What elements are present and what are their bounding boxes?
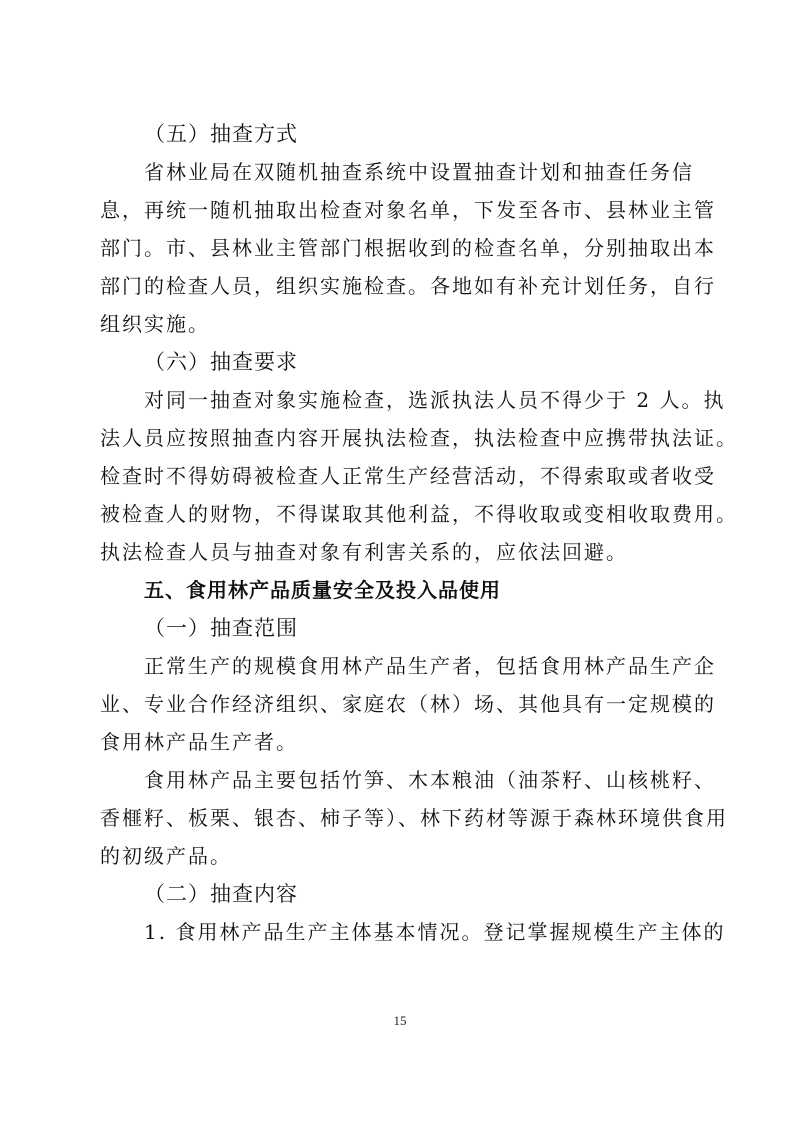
heading-sampling-method: （五）抽查方式 <box>144 122 298 146</box>
paragraph-line: 组织实施。 <box>100 312 210 336</box>
heading-sampling-scope: （一）抽查范围 <box>144 616 298 640</box>
paragraph-forest-products <box>100 765 728 871</box>
paragraph-line: 食用林产品生产者。 <box>100 730 298 754</box>
paragraph-line: 食用林产品主要包括竹笋、木本粮油（油茶籽、山核桃籽、 <box>144 768 716 792</box>
paragraph-sampling-method <box>100 157 716 339</box>
paragraph-line: 省林业局在双随机抽查系统中设置抽查计划和抽查任务信 <box>144 160 694 184</box>
paragraph-line: 的初级产品。 <box>100 844 232 868</box>
paragraph-line: 1. 食用林产品生产主体基本情况。登记掌握规模生产主体的 <box>144 920 726 944</box>
paragraph-line: 正常生产的规模食用林产品生产者，包括食用林产品生产企 <box>144 654 716 678</box>
paragraph-line: 部门的检查人员，组织实施检查。各地如有补充计划任务，自行 <box>100 274 716 298</box>
document-body <box>100 119 738 955</box>
heading-sampling-content: （二）抽查内容 <box>144 882 298 906</box>
page-number: 15 <box>393 1013 407 1028</box>
paragraph-line: 法人员应按照抽查内容开展执法检查，执法检查中应携带执法证。 <box>100 426 738 450</box>
paragraph-line: 息，再统一随机抽取出检查对象名单，下发至各市、县林业主管 <box>100 198 716 222</box>
paragraph-line: 部门。市、县林业主管部门根据收到的检查名单，分别抽取出本 <box>100 236 716 260</box>
paragraph-line: 检查时不得妨碍被检查人正常生产经营活动，不得索取或者收受 <box>100 464 716 488</box>
heading-sampling-requirements: （六）抽查要求 <box>144 350 298 374</box>
heading-section-five: 五、食用林产品质量安全及投入品使用 <box>144 578 501 602</box>
paragraph-sampling-scope <box>100 651 716 757</box>
paragraph-line: 对同一抽查对象实施检查，选派执法人员不得少于 2 人。执 <box>144 388 726 412</box>
paragraph-line: 执法检查人员与抽查对象有利害关系的，应依法回避。 <box>100 540 628 564</box>
paragraph-sampling-content <box>100 917 726 947</box>
paragraph-line: 香榧籽、板栗、银杏、柿子等）、林下药材等源于森林环境供食用 <box>100 806 728 830</box>
paragraph-sampling-requirements <box>100 385 738 567</box>
paragraph-line: 业、专业合作经济组织、家庭农（林）场、其他具有一定规模的 <box>100 692 716 716</box>
paragraph-line: 被检查人的财物，不得谋取其他利益，不得收取或变相收取费用。 <box>100 502 738 526</box>
